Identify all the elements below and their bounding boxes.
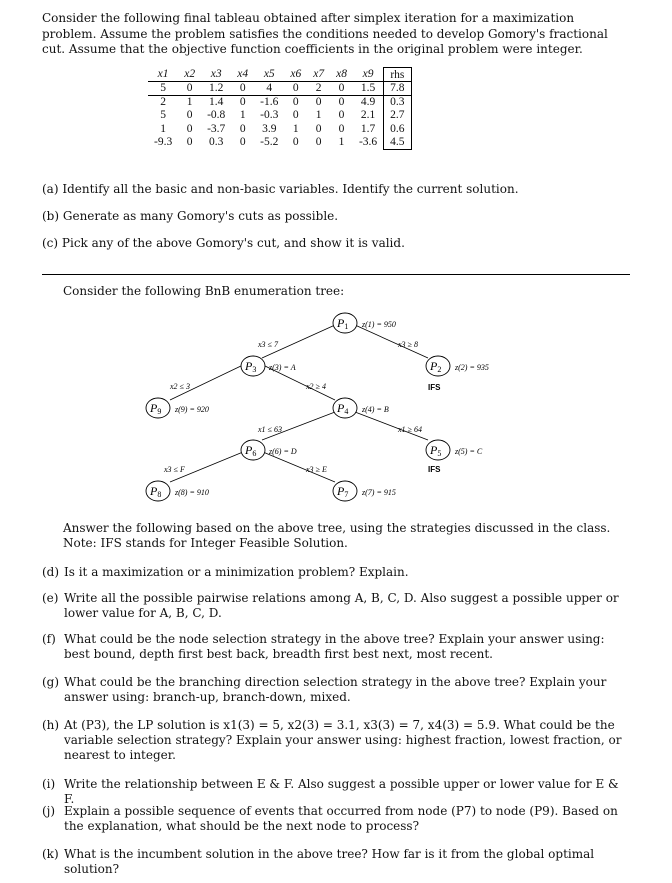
tableau-row bbox=[148, 136, 411, 150]
question-a bbox=[42, 182, 642, 197]
node-p4 bbox=[333, 398, 389, 418]
node-p7 bbox=[333, 481, 396, 501]
question-text: Identify all the basic and non-basic variables. Identify the current solution. bbox=[62, 182, 519, 196]
question-key: (f) bbox=[42, 632, 56, 646]
question-text: Is it a maximization or a minimization problem? Explain. bbox=[64, 565, 409, 579]
tableau-cell: 1 bbox=[186, 96, 193, 109]
svg-text:P7: P7 bbox=[337, 484, 349, 499]
branch-label: x1 ≥ 64 bbox=[398, 425, 422, 434]
tableau-header-row bbox=[148, 68, 411, 82]
branch-label: x3 ≥ 8 bbox=[398, 340, 418, 349]
node-value: z(1) = 950 bbox=[362, 320, 396, 329]
question-b bbox=[42, 209, 642, 224]
node-p6 bbox=[241, 440, 297, 460]
question-key: (b) bbox=[42, 209, 60, 223]
svg-text:P9: P9 bbox=[150, 401, 162, 416]
tableau-cell: 1 bbox=[338, 136, 345, 149]
ifs-tag: IFS bbox=[428, 383, 441, 392]
question-text: Generate as many Gomory's cuts as possible. bbox=[62, 209, 339, 223]
tableau-rhs-cell: 0.6 bbox=[384, 123, 411, 136]
question-key: (c) bbox=[42, 236, 59, 250]
simplex-tableau bbox=[148, 67, 412, 150]
branch-label: x1 ≤ 63 bbox=[258, 425, 282, 434]
tableau-header: x3 bbox=[201, 68, 231, 82]
question-key: (e) bbox=[42, 591, 59, 605]
node-p8 bbox=[146, 481, 209, 501]
question-text: Explain a possible sequence of events that occurred from node (P7) to node (P9). Based on the explanation, what should be the next node to process? bbox=[64, 804, 618, 833]
question-h bbox=[42, 718, 630, 763]
tableau-header: x6 bbox=[284, 68, 307, 82]
tableau-cell: 1.2 bbox=[201, 82, 231, 96]
answer-intro: Answer the following based on the above tree, using the strategies discussed in the class. Note: IFS stands for Integer Feasible Solution. bbox=[63, 521, 611, 550]
tableau-cell: 3.9 bbox=[262, 122, 277, 135]
question-key: (h) bbox=[42, 718, 60, 732]
branch-label: x3 ≥ E bbox=[306, 465, 327, 474]
node-p2 bbox=[426, 356, 489, 392]
tableau-cell: 0 bbox=[231, 82, 254, 96]
question-g bbox=[42, 675, 630, 705]
question-f bbox=[42, 632, 630, 662]
branch-label: x2 ≤ 3 bbox=[170, 382, 190, 391]
tableau-row bbox=[148, 109, 411, 122]
tableau-cell: 2 bbox=[160, 96, 166, 109]
question-text: What could be the node selection strategy in the above tree? Explain your answer using: best bound, depth first best back, breadth first best next, most recent. bbox=[64, 632, 605, 661]
tree-intro: Consider the following BnB enumeration tree: bbox=[63, 284, 345, 298]
node-value: z(7) = 915 bbox=[362, 488, 396, 497]
node-value: z(6) = D bbox=[269, 447, 297, 456]
svg-text:P4: P4 bbox=[337, 401, 349, 416]
node-p1 bbox=[333, 313, 396, 333]
question-i bbox=[42, 777, 630, 807]
tableau-header: x7 bbox=[307, 68, 330, 82]
svg-text:P6: P6 bbox=[245, 443, 257, 458]
tableau-cell: 0 bbox=[186, 136, 193, 149]
tableau-cell: 1.7 bbox=[360, 122, 376, 135]
tableau-cell: -9.3 bbox=[154, 136, 173, 149]
question-key: (d) bbox=[42, 565, 60, 579]
node-p3 bbox=[241, 356, 296, 376]
tableau-cell: 0 bbox=[292, 96, 299, 109]
tableau-cell: 0 bbox=[330, 82, 353, 96]
tableau-rhs-cell: 4.5 bbox=[384, 136, 411, 150]
tableau-cell: 0 bbox=[239, 96, 246, 109]
section-divider bbox=[42, 274, 630, 275]
tableau-cell: -1.6 bbox=[260, 96, 279, 109]
tableau-cell: -3.7 bbox=[207, 122, 226, 135]
tableau-rhs-cell: 7.8 bbox=[384, 82, 411, 96]
node-value: z(9) = 920 bbox=[175, 405, 209, 414]
tableau-cell: 0 bbox=[239, 136, 246, 149]
question-key: (a) bbox=[42, 182, 59, 196]
tableau-cell: 5 bbox=[160, 109, 166, 122]
tableau-cell: 0 bbox=[338, 96, 345, 109]
tableau-cell: 4.9 bbox=[360, 96, 376, 109]
tableau-cell: 1 bbox=[160, 122, 166, 135]
tableau-cell: 2 bbox=[307, 82, 330, 96]
tableau-cell: -0.8 bbox=[207, 109, 226, 122]
question-j bbox=[42, 804, 630, 834]
tableau-cell: 0 bbox=[338, 109, 345, 122]
tableau-cell: 1 bbox=[315, 109, 322, 122]
question-d bbox=[42, 565, 630, 580]
svg-text:P2: P2 bbox=[430, 359, 442, 374]
tableau-row bbox=[148, 96, 411, 110]
tableau-rhs-cell: 2.7 bbox=[384, 109, 411, 122]
tableau-header: x4 bbox=[231, 68, 254, 82]
tableau-rhs-cell: 0.3 bbox=[384, 96, 411, 110]
svg-text:P8: P8 bbox=[150, 484, 162, 499]
tree-edges bbox=[170, 325, 428, 482]
tableau-cell: 0 bbox=[315, 136, 322, 149]
question-text: Write all the possible pairwise relations among A, B, C, D. Also suggest a possible upper or lower value for A, B, C, D. bbox=[64, 591, 619, 620]
node-value: z(8) = 910 bbox=[175, 488, 209, 497]
bnb-tree bbox=[0, 300, 672, 515]
node-p5 bbox=[426, 440, 483, 474]
tableau-cell: -3.6 bbox=[358, 136, 378, 149]
tableau-header: x1 bbox=[148, 68, 178, 82]
tableau-header: x8 bbox=[330, 68, 353, 82]
question-text: Pick any of the above Gomory's cut, and show it is valid. bbox=[61, 236, 405, 250]
tableau-cell: 0 bbox=[338, 122, 345, 135]
tableau-cell: 1.5 bbox=[353, 82, 384, 96]
question-text: What could be the branching direction selection strategy in the above tree? Explain your answer using: branch-up, branch-down, mixed. bbox=[64, 675, 607, 704]
tableau-row bbox=[148, 82, 411, 96]
node-value: z(4) = B bbox=[362, 405, 389, 414]
tableau-cell: 0 bbox=[239, 122, 246, 135]
node-value: z(2) = 935 bbox=[455, 363, 489, 372]
svg-text:P1: P1 bbox=[337, 316, 349, 331]
question-k bbox=[42, 847, 630, 877]
tableau-cell: 1 bbox=[239, 109, 246, 122]
question-e bbox=[42, 591, 630, 621]
tableau-cell: -5.2 bbox=[260, 136, 279, 149]
node-value: z(5) = C bbox=[455, 447, 483, 456]
node-p9 bbox=[146, 398, 209, 418]
tableau-cell: 0 bbox=[315, 122, 322, 135]
tableau-cell: 0 bbox=[284, 82, 307, 96]
question-key: (j) bbox=[42, 804, 56, 818]
tableau-cell: 0 bbox=[292, 136, 299, 149]
branch-label: x3 ≤ F bbox=[164, 465, 185, 474]
svg-text:P3: P3 bbox=[245, 359, 257, 374]
question-text: At (P3), the LP solution is x1(3) = 5, x2(3) = 3.1, x3(3) = 7, x4(3) = 5.9. What could be the variable selection strategy? Explain your answer using: highest fraction, lowest fraction, or nearest to integer. bbox=[64, 718, 622, 762]
tableau-cell: 0 bbox=[186, 122, 193, 135]
tableau-cell: 0 bbox=[292, 109, 299, 122]
tableau-cell: 1 bbox=[292, 122, 299, 135]
question-c bbox=[42, 236, 642, 251]
question-key: (k) bbox=[42, 847, 59, 861]
question-key: (i) bbox=[42, 777, 56, 791]
question-text: What is the incumbent solution in the above tree? How far is it from the global optimal solution? bbox=[64, 847, 595, 876]
node-value: z(3) = A bbox=[269, 363, 296, 372]
tableau-header-rhs: rhs bbox=[384, 68, 411, 82]
tableau-cell: 1.4 bbox=[209, 96, 224, 109]
tableau-cell: 0 bbox=[315, 96, 322, 109]
tableau-header: x9 bbox=[353, 68, 384, 82]
tableau-cell: 5 bbox=[148, 82, 178, 96]
tableau-cell: 0 bbox=[186, 109, 193, 122]
tableau-row bbox=[148, 123, 411, 136]
tableau-cell: 0.3 bbox=[209, 136, 224, 149]
ifs-tag: IFS bbox=[428, 465, 441, 474]
tableau-header: x2 bbox=[178, 68, 201, 82]
tableau-cell: 0 bbox=[178, 82, 201, 96]
tableau-header: x5 bbox=[254, 68, 284, 82]
svg-text:P5: P5 bbox=[430, 443, 442, 458]
question-text: Write the relationship between E & F. Also suggest a possible upper or lower value for E & F. bbox=[64, 777, 619, 806]
branch-label: x3 ≤ 7 bbox=[258, 340, 278, 349]
tableau-cell: 4 bbox=[254, 82, 284, 96]
tableau-cell: 2.1 bbox=[360, 109, 376, 122]
branch-label: x2 ≥ 4 bbox=[306, 382, 326, 391]
intro-paragraph: Consider the following final tableau obtained after simplex iteration for a maximization problem. Assume the problem satisfies the conditions needed to develop Gomory's fractional cut. Assume that the objective function coefficients in the original problem were integer. bbox=[42, 11, 608, 56]
question-key: (g) bbox=[42, 675, 60, 689]
tableau-cell: -0.3 bbox=[260, 109, 279, 122]
